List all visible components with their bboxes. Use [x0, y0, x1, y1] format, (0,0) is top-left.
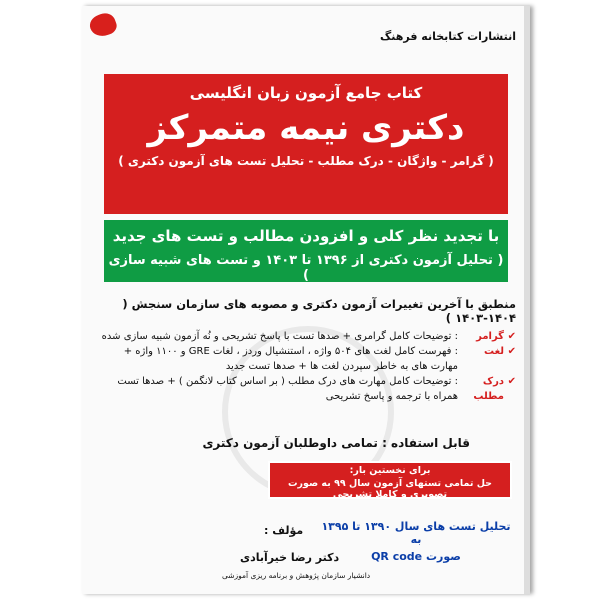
revision-line1: با تجدید نظر کلی و افزودن مطالب و تست های جدید — [112, 227, 500, 245]
feature-list — [96, 329, 516, 404]
title-line1: کتاب جامع آزمون زبان انگلیسی — [189, 84, 423, 102]
qr-note-line2: صورت QR code — [371, 550, 461, 563]
list-item — [96, 374, 516, 404]
feature-text: : توضیحات کامل مهارت های درک مطلب ( بر اساس کتاب لانگمن ) + صدها تست همراه با ترجمه و پاسخ تشریحی — [117, 376, 458, 402]
feature-label: لغت — [484, 346, 504, 357]
book-cover — [82, 6, 530, 594]
first-time-title: برای نخستین بار: — [349, 465, 431, 476]
list-item — [96, 344, 516, 374]
first-time-text: حل تمامی تستهای آزمون سال ۹۹ به صورت تصویری و کاملا تشریحی — [287, 478, 493, 500]
title-box — [104, 74, 508, 214]
check-icon: ✔ — [507, 376, 516, 387]
publisher-logo — [87, 10, 119, 40]
usable-by: قابل استفاده : تمامی داوطلبان آزمون دکتری — [202, 436, 470, 450]
first-time-box — [268, 461, 512, 499]
qr-note-line1: تحلیل تست های سال ۱۳۹۰ تا ۱۳۹۵ به — [321, 520, 511, 546]
revision-line2: ( تحلیل آزمون دکتری از ۱۳۹۶ تا ۱۴۰۳ و تست های شبیه سازی ) — [108, 253, 504, 283]
author-label: مؤلف : — [264, 524, 304, 537]
feature-text: : فهرست کامل لغت های ۵۰۴ واژه ، استنشیال وردز ، لغات GRE و ۱۱۰۰ واژه + مهارت های به خاطر سپردن لغت ها + صدها تست جدید — [123, 346, 458, 372]
feature-label: گرامر — [476, 331, 504, 342]
publisher-name: انتشارات کتابخانه فرهنگ — [380, 30, 516, 43]
feature-label: درک مطلب — [473, 376, 504, 402]
feature-text: : توضیحات کامل گرامری + صدها تست با پاسخ تشریحی و نُه آزمون شبیه سازی شده — [101, 331, 458, 342]
qr-note — [316, 516, 516, 572]
book-spine — [524, 6, 530, 594]
title-sub: ( گرامر - واژگان - درک مطلب - تحلیل تست های آزمون دکتری ) — [118, 154, 494, 168]
check-icon: ✔ — [507, 331, 516, 342]
list-item — [96, 329, 516, 344]
revision-box — [104, 220, 508, 282]
title-main: دکتری نیمه متمرکز — [147, 108, 465, 148]
author-name: دکتر رضا خیرآبادی — [240, 551, 340, 564]
aligned-note: منطبق با آخرین تغییرات آزمون دکتری و مصوبه های سازمان سنجش ( ۱۴۰۴-۱۴۰۳ ) — [122, 297, 516, 325]
author-title: دانشیار سازمان پژوهش و برنامه ریزی آموزشی — [222, 571, 371, 580]
check-icon: ✔ — [507, 346, 516, 357]
